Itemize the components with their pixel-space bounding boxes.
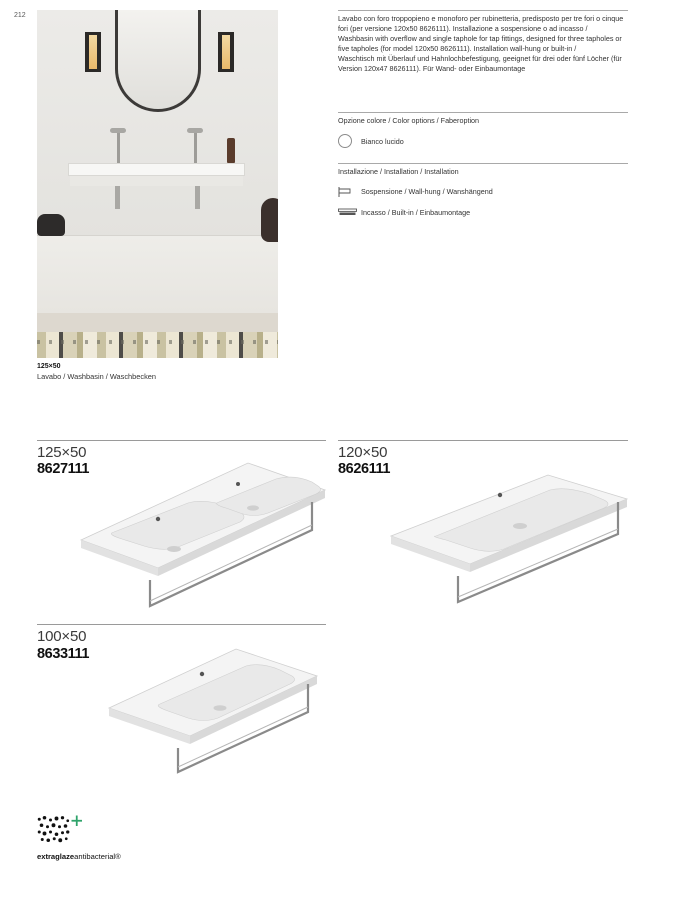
wall-lamp (218, 32, 234, 72)
color-option-label: Bianco lucido (361, 137, 404, 146)
product-description (338, 14, 630, 74)
wall-hung-icon (338, 187, 351, 197)
bathroom-photo (37, 10, 278, 358)
product-size: 120×50 (338, 444, 388, 461)
soap-bottle (227, 138, 235, 163)
washbasin (68, 163, 245, 176)
towel (37, 214, 65, 236)
product-size: 100×50 (37, 628, 87, 645)
installation-built-in-label: Incasso / Built-in / Einbaumontage (361, 208, 471, 217)
washbasin-drawing-single (390, 474, 628, 604)
divider (37, 440, 326, 441)
product-size: 125×50 (37, 444, 87, 461)
installation-title: Installazione / Installation / Installation (338, 167, 459, 176)
built-in-icon (338, 208, 357, 216)
divider (37, 624, 326, 625)
color-swatch-white (338, 134, 352, 148)
divider (338, 440, 628, 441)
extraglaze-logo-icon (37, 814, 82, 844)
page-number: 212 (14, 12, 26, 19)
description-de: Waschtisch mit Überlauf und Hahnlochbefestigung, geeignet für drei oder fünf Löcher (für Version 120x47 8626111). Für Wand- oder Einbaumontage (338, 54, 622, 73)
description-it: Lavabo con foro troppopieno e monoforo per rubinetteria, predisposto per tre fori o cinque fori (per versione 120x50 8626111). Installazione a sospensione o ad incasso / (338, 14, 624, 33)
logo-brand: extraglaze (37, 852, 75, 861)
hero-caption-name: Lavabo / Washbasin / Waschbecken (37, 372, 156, 381)
mirror (115, 10, 201, 112)
color-options-title: Opzione colore / Color options / Faberoption (338, 116, 480, 125)
product-code: 8626111 (338, 461, 391, 477)
divider (338, 10, 628, 11)
product-code: 8627111 (37, 461, 90, 477)
vase (261, 198, 278, 242)
divider (338, 112, 628, 113)
wall-lamp (85, 32, 101, 72)
rug (37, 332, 278, 358)
product-code: 8633111 (37, 646, 90, 662)
washbasin-drawing-single (108, 648, 318, 774)
washbasin-drawing-double (80, 462, 326, 608)
divider (338, 163, 628, 164)
installation-wall-hung-label: Sospensione / Wall-hung / Wanshängend (361, 187, 493, 196)
logo-subtitle: antibacterial® (74, 852, 121, 861)
extraglaze-logo-text (37, 852, 121, 861)
hero-caption-size: 125×50 (37, 363, 61, 370)
description-en: Washbasin with overflow and single taphole for tap fittings, designed for three tapholes or five tapholes (for model 120x50 8626111). Installation wall-hung or built-in / (338, 34, 622, 53)
